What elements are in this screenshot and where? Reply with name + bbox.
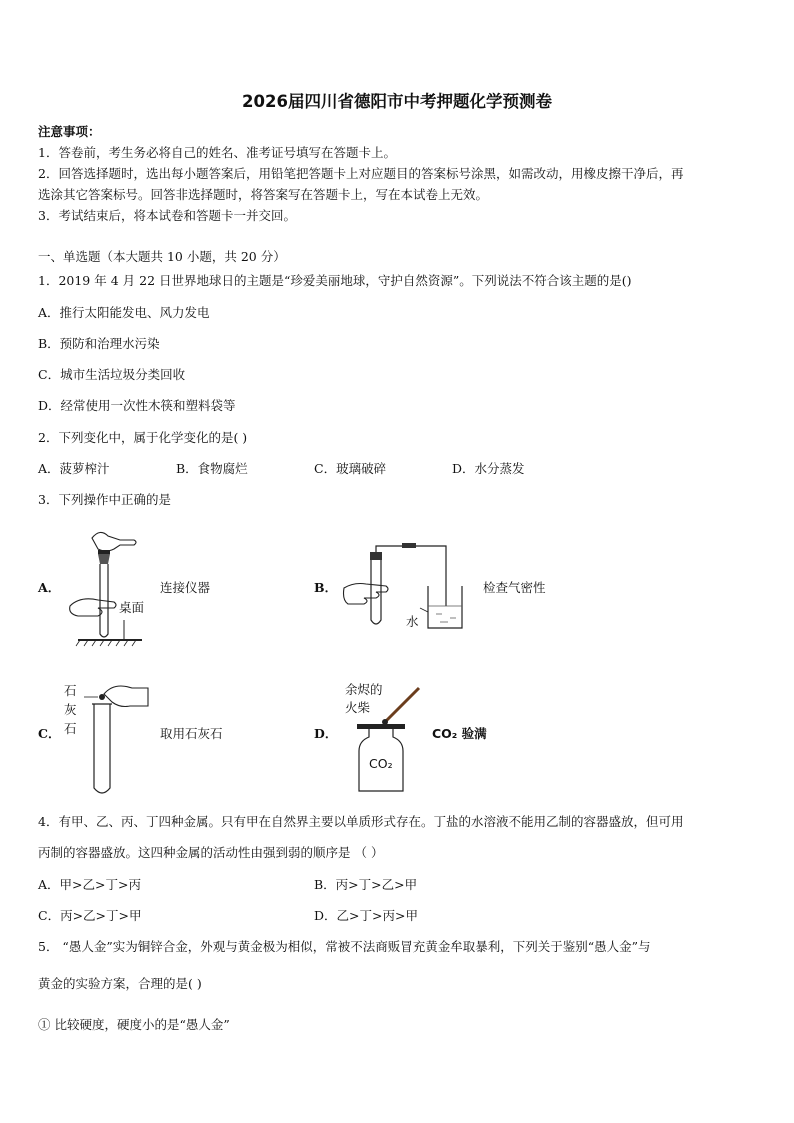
q2-option-c: C．玻璃破碎 — [314, 461, 387, 476]
q3-figure-a-label: 桌面 — [119, 600, 145, 615]
q3-figure-d-label-1: 余烬的 — [345, 682, 383, 697]
q3-figure-c-label-2: 灰 — [64, 702, 77, 717]
q5-item-1: ① 比较硬度，硬度小的是“愚人金” — [38, 1017, 230, 1032]
notice-item-2: 2．回答选择题时，选出每小题答案后，用铅笔把答题卡上对应题目的答案标号涂黑，如需改动，用橡皮擦干净后，再 — [38, 166, 684, 181]
q3-option-c-text: 取用石灰石 — [160, 726, 223, 741]
q3-figure-c — [82, 680, 152, 800]
q2-option-b: B．食物腐烂 — [176, 461, 248, 476]
q3-option-b-label: B． — [314, 580, 338, 595]
q1-option-b: B．预防和治理水污染 — [38, 336, 160, 351]
q4-stem-line-1: 4．有甲、乙、丙、丁四种金属。只有甲在自然界主要以单质形式存在。丁盐的水溶液不能用乙制的容器盛放，但可用 — [38, 814, 684, 829]
q3-figure-a — [62, 528, 157, 653]
q3-option-a-text: 连接仪器 — [160, 580, 211, 595]
q3-figure-d — [345, 684, 425, 794]
q2-option-d: D．水分蒸发 — [452, 461, 525, 476]
notice-item-1: 1．答卷前，考生务必将自己的姓名、准考证号填写在答题卡上。 — [38, 145, 396, 160]
q3-option-a-label: A． — [38, 580, 61, 595]
q5-stem-line-1: 5． “愚人金”实为铜锌合金，外观与黄金极为相似，常被不法商贩冒充黄金牟取暴利，下列关于鉴别“愚人金”与 — [38, 939, 651, 954]
q4-stem-line-2: 丙制的容器盛放。这四种金属的活动性由强到弱的顺序是 （ ） — [38, 845, 384, 860]
notice-item-3: 3．考试结束后，将本试卷和答题卡一并交回。 — [38, 208, 296, 223]
q3-figure-c-label-3: 石 — [64, 721, 77, 736]
notice-item-2-cont: 选涂其它答案标号。回答非选择题时，将答案写在答题卡上，写在本试卷上无效。 — [38, 187, 489, 202]
q1-option-a: A．推行太阳能发电、风力发电 — [38, 305, 210, 320]
q3-option-d-text: CO₂ 验满 — [432, 726, 487, 741]
q3-option-c-label: C． — [38, 726, 61, 741]
section-heading: 一、单选题（本大题共 10 小题，共 20 分） — [38, 249, 286, 264]
q3-figure-b — [340, 536, 470, 636]
q3-option-d-label: D． — [314, 726, 338, 741]
q3-figure-d-bottle-label: CO₂ — [369, 756, 393, 771]
q4-option-d: D．乙>丁>丙>甲 — [314, 908, 418, 923]
q3-figure-b-label: 水 — [406, 614, 419, 629]
q1-option-d: D．经常使用一次性木筷和塑料袋等 — [38, 398, 236, 413]
q3-figure-c-label-1: 石 — [64, 683, 77, 698]
q2-stem: 2．下列变化中，属于化学变化的是( ) — [38, 430, 248, 445]
q4-option-b: B．丙>丁>乙>甲 — [314, 877, 418, 892]
q3-option-b-text: 检查气密性 — [483, 580, 546, 595]
q1-stem: 1．2019 年 4 月 22 日世界地球日的主题是“珍爱美丽地球，守护自然资源”。下列说法不符合该主题的是() — [38, 273, 632, 288]
q3-figure-d-label-2: 火柴 — [345, 700, 371, 715]
q5-stem-line-2: 黄金的实验方案，合理的是( ) — [38, 976, 202, 991]
q3-stem: 3．下列操作中正确的是 — [38, 492, 171, 507]
q2-option-a: A．菠萝榨汁 — [38, 461, 110, 476]
q1-option-c: C．城市生活垃圾分类回收 — [38, 367, 186, 382]
q4-option-a: A．甲>乙>丁>丙 — [38, 877, 141, 892]
q4-option-c: C．丙>乙>丁>甲 — [38, 908, 142, 923]
notice-heading: 注意事项： — [38, 124, 101, 139]
page-title: 2026届四川省德阳市中考押题化学预测卷 — [242, 92, 552, 111]
